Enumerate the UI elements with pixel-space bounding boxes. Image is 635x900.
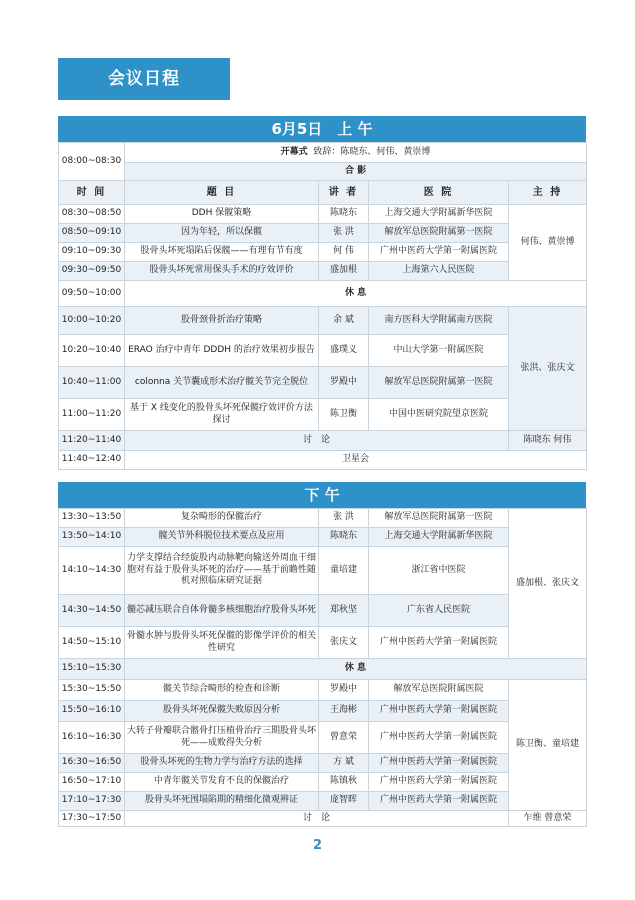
row-topic: 中青年髋关节发育不良的保髋治疗 xyxy=(125,773,319,792)
discussion-label: 讨 论 xyxy=(125,431,509,451)
row-speaker: 陈镇秋 xyxy=(319,773,369,792)
row-time: 08:50~09:10 xyxy=(59,224,125,243)
table-row xyxy=(59,243,587,262)
session-host: 盛加根、张庆文 xyxy=(509,509,587,659)
row-hospital: 广州中医药大学第一附属医院 xyxy=(369,792,509,811)
row-speaker: 罗殿中 xyxy=(319,367,369,399)
row-time: 08:30~08:50 xyxy=(59,205,125,224)
table-row xyxy=(59,307,587,335)
row-hospital: 上海交通大学附属新华医院 xyxy=(369,528,509,547)
row-speaker: 余 斌 xyxy=(319,307,369,335)
row-time: 09:30~09:50 xyxy=(59,262,125,281)
break-row xyxy=(59,281,587,307)
discussion-label: 讨 论 xyxy=(125,811,509,827)
row-topic: 大转子骨瓣联合髂骨打压植骨治疗三期股骨头坏死——成败得失分析 xyxy=(125,722,319,754)
table-row xyxy=(59,367,587,399)
discussion-time: 11:20~11:40 xyxy=(59,431,125,451)
table-row xyxy=(59,205,587,224)
row-topic: 股骨颈骨折治疗策略 xyxy=(125,307,319,335)
col-topic: 题 目 xyxy=(125,181,319,205)
session-host: 何伟、黄崇博 xyxy=(509,205,587,281)
col-hospital: 医 院 xyxy=(369,181,509,205)
row-time: 14:50~15:10 xyxy=(59,627,125,659)
opening-speech: 致辞：陈晓东、何伟、黄崇博 xyxy=(313,146,431,157)
table-row xyxy=(59,754,587,773)
row-time: 15:30~15:50 xyxy=(59,680,125,701)
photo-row xyxy=(59,163,587,181)
discussion-row xyxy=(59,431,587,451)
row-hospital: 上海交通大学附属新华医院 xyxy=(369,205,509,224)
row-time: 10:40~11:00 xyxy=(59,367,125,399)
row-topic: 因为年轻，所以保髋 xyxy=(125,224,319,243)
row-speaker: 罗殿中 xyxy=(319,680,369,701)
row-hospital: 广州中医药大学第一附属医院 xyxy=(369,243,509,262)
row-speaker: 陈卫衡 xyxy=(319,399,369,431)
row-topic: 股骨头坏死围塌陷期的精细化微观辨证 xyxy=(125,792,319,811)
row-topic: 股骨头坏死塌陷后保髋——有理有节有度 xyxy=(125,243,319,262)
table-row xyxy=(59,509,587,528)
row-time: 13:50~14:10 xyxy=(59,528,125,547)
row-speaker: 王海彬 xyxy=(319,701,369,722)
row-hospital: 南方医科大学附属南方医院 xyxy=(369,307,509,335)
row-hospital: 广州中医药大学第一附属医院 xyxy=(369,627,509,659)
row-time: 16:50~17:10 xyxy=(59,773,125,792)
row-speaker: 张 洪 xyxy=(319,224,369,243)
column-header-row xyxy=(59,181,587,205)
row-time: 09:10~09:30 xyxy=(59,243,125,262)
session-host: 张洪、张庆文 xyxy=(509,307,587,431)
col-speaker: 讲 者 xyxy=(319,181,369,205)
row-speaker: 陈晓东 xyxy=(319,205,369,224)
row-speaker: 郑秋坚 xyxy=(319,595,369,627)
satellite-label: 卫星会 xyxy=(125,451,587,470)
page-title: 会议日程 xyxy=(58,58,230,100)
table-row xyxy=(59,627,587,659)
row-hospital: 浙江省中医院 xyxy=(369,547,509,595)
row-topic: 力学支撑结合经旋股内动脉靶向输送外周血干细胞对有益于股骨头坏死的治疗——基于前瞻性随机对照临床研究证据 xyxy=(125,547,319,595)
break-row xyxy=(59,659,587,680)
afternoon-header: 下 午 xyxy=(58,482,586,508)
row-time: 11:00~11:20 xyxy=(59,399,125,431)
group-photo: 合 影 xyxy=(125,163,587,181)
discussion-row xyxy=(59,811,587,827)
row-time: 15:50~16:10 xyxy=(59,701,125,722)
break-label: 休 息 xyxy=(125,659,587,680)
row-time: 14:10~14:30 xyxy=(59,547,125,595)
afternoon-schedule-table xyxy=(58,508,587,827)
table-row xyxy=(59,792,587,811)
opening-cell xyxy=(125,143,587,163)
table-row xyxy=(59,701,587,722)
row-speaker: 何 伟 xyxy=(319,243,369,262)
satellite-time: 11:40~12:40 xyxy=(59,451,125,470)
table-row xyxy=(59,224,587,243)
row-hospital: 广州中医药大学第一附属医院 xyxy=(369,701,509,722)
row-speaker: 盛加根 xyxy=(319,262,369,281)
table-row xyxy=(59,722,587,754)
row-hospital: 广州中医药大学第一附属医院 xyxy=(369,754,509,773)
row-speaker: 庞智晖 xyxy=(319,792,369,811)
row-hospital: 广州中医药大学第一附属医院 xyxy=(369,773,509,792)
row-hospital: 广州中医药大学第一附属医院 xyxy=(369,722,509,754)
col-host: 主 持 xyxy=(509,181,587,205)
session-host: 陈卫衡、童培建 xyxy=(509,680,587,811)
morning-schedule-table xyxy=(58,142,587,470)
row-hospital: 解放军总医院附属第一医院 xyxy=(369,509,509,528)
row-topic: 基于 X 线变化的股骨头坏死保髋疗效评价方法探讨 xyxy=(125,399,319,431)
row-time: 14:30~14:50 xyxy=(59,595,125,627)
row-time: 10:20~10:40 xyxy=(59,335,125,367)
opening-time: 08:00~08:30 xyxy=(59,143,125,181)
table-row xyxy=(59,262,587,281)
row-topic: ERAO 治疗中青年 DDDH 的治疗效果初步报告 xyxy=(125,335,319,367)
break-label: 休 息 xyxy=(125,281,587,307)
morning-header: 6月5日 上 午 xyxy=(58,116,586,142)
row-topic: 股骨头坏死的生物力学与治疗方法的选择 xyxy=(125,754,319,773)
row-speaker: 张庆文 xyxy=(319,627,369,659)
table-row xyxy=(59,335,587,367)
col-time: 时 间 xyxy=(59,181,125,205)
row-speaker: 盛璞义 xyxy=(319,335,369,367)
satellite-row xyxy=(59,451,587,470)
opening-row xyxy=(59,143,587,163)
break-time: 15:10~15:30 xyxy=(59,659,125,680)
row-topic: 股骨头坏死保髋失败原因分析 xyxy=(125,701,319,722)
table-row xyxy=(59,399,587,431)
row-time: 13:30~13:50 xyxy=(59,509,125,528)
row-speaker: 方 斌 xyxy=(319,754,369,773)
row-hospital: 上海第六人民医院 xyxy=(369,262,509,281)
row-hospital: 解放军总医院附属第一医院 xyxy=(369,367,509,399)
row-speaker: 张 洪 xyxy=(319,509,369,528)
row-speaker: 曾意荣 xyxy=(319,722,369,754)
table-row xyxy=(59,595,587,627)
discussion-host: 乍维 曾意荣 xyxy=(509,811,587,827)
row-topic: 髓芯减压联合自体骨髓多核细胞治疗股骨头坏死 xyxy=(125,595,319,627)
break-time: 09:50~10:00 xyxy=(59,281,125,307)
row-speaker: 陈晓东 xyxy=(319,528,369,547)
row-topic: DDH 保髋策略 xyxy=(125,205,319,224)
row-hospital: 广东省人民医院 xyxy=(369,595,509,627)
row-topic: 髋关节外科脱位技术要点及应用 xyxy=(125,528,319,547)
row-time: 17:10~17:30 xyxy=(59,792,125,811)
row-topic: 复杂畸形的保髋治疗 xyxy=(125,509,319,528)
row-hospital: 中国中医研究院望京医院 xyxy=(369,399,509,431)
table-row xyxy=(59,547,587,595)
row-speaker: 童培建 xyxy=(319,547,369,595)
opening-label: 开幕式 xyxy=(280,146,308,157)
table-row xyxy=(59,528,587,547)
row-time: 16:10~16:30 xyxy=(59,722,125,754)
row-hospital: 解放军总医院附属第一医院 xyxy=(369,224,509,243)
table-row xyxy=(59,680,587,701)
row-hospital: 中山大学第一附属医院 xyxy=(369,335,509,367)
discussion-host: 陈晓东 何伟 xyxy=(509,431,587,451)
page-number: 2 xyxy=(312,838,323,853)
row-topic: 骨髓水肿与股骨头坏死保髋的影像学评价的相关性研究 xyxy=(125,627,319,659)
row-topic: 髋关节综合畸形的检查和诊断 xyxy=(125,680,319,701)
row-time: 10:00~10:20 xyxy=(59,307,125,335)
row-topic: 股骨头坏死常用保头手术的疗效评价 xyxy=(125,262,319,281)
table-row xyxy=(59,773,587,792)
row-topic: colonna 关节囊成形术治疗髋关节完全脱位 xyxy=(125,367,319,399)
row-time: 16:30~16:50 xyxy=(59,754,125,773)
row-hospital: 解放军总医院附属医院 xyxy=(369,680,509,701)
discussion-time: 17:30~17:50 xyxy=(59,811,125,827)
